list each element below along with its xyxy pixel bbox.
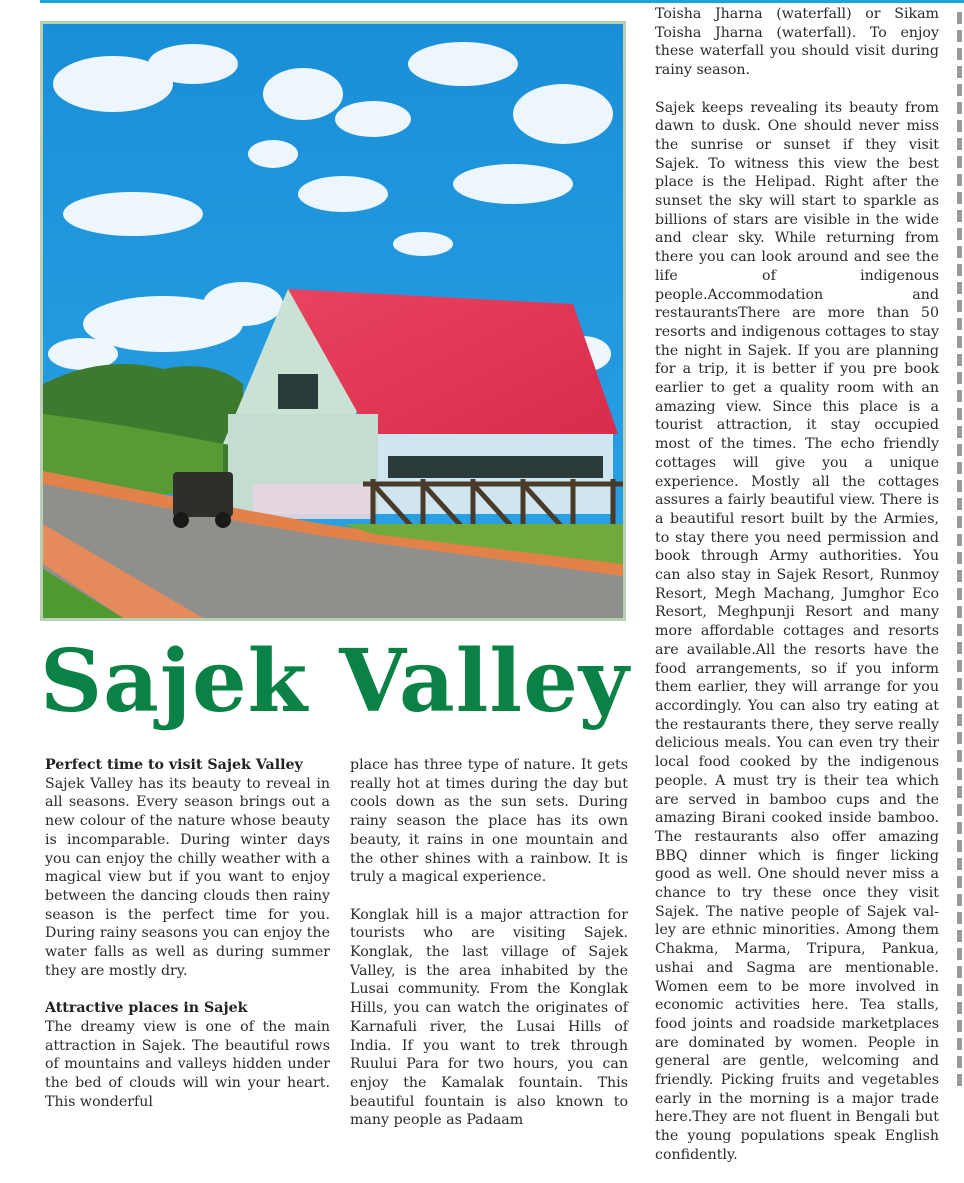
paragraph-konglak-hill: Konglak hill is a major attraction for tourists who are visiting Sajek. Konglak, the last village of Sajek Valley, is the area inhabited by the Lusai community. From the Konglak Hills, you can watch the originates of Karnafuli river, the Lusai Hills of India. If you want to trek through Ruului Para for two hours, you can enjoy the Kamalak fountain. This beautiful fountain is also known to many people as Padaam: [350, 906, 628, 1129]
section-heading-attractive-places: Attractive places in Sajek: [45, 1000, 248, 1017]
paragraph-attractive-places: The dreamy view is one of the main attraction in Sajek. The beautiful rows of mountains and valleys hidden under the bed of clouds will win your heart. This wonderful: [45, 1018, 330, 1110]
section-heading-perfect-time: Perfect time to visit Sajek Valley: [45, 757, 303, 773]
top-rule: [40, 0, 964, 3]
dashed-column-rule: [957, 12, 962, 1086]
article-column-3: [655, 5, 939, 1183]
article-column-2: [350, 756, 628, 1149]
article-photo: [40, 21, 626, 621]
article-title: Sajek Valley: [40, 631, 630, 732]
jeep: [173, 472, 233, 517]
paragraph-three-natures: place has three type of nature. It gets really hot at times during the day but cools down as the sun sets. During rainy season the place has its own beauty, it rains in one mountain and the other shines with a rainbow. It is truly a magical experience.: [350, 757, 628, 886]
paragraph-waterfall: Toisha Jharna (waterfall) or Sikam Toisha Jharna (waterfall). To enjoy these waterfall you should visit during rainy season.: [655, 6, 939, 79]
paragraph-dawn-to-dusk: Sajek keeps revealing its beauty from dawn to dusk. One should never miss the sunrise or sunset if they visit Sajek. To witness this view the best place is the Helipad. Right after the sunset the sky will start to sparkle as billions of stars are visible in the wide and clear sky. While returning from there you can look around and see the life of indigenous people.Accommodation and restaurantsThere are more than 50 resorts and indigenous cottages to stay the night in Sajek. If you are planning for a trip, it is better if you pre book earlier to get a quality room with an amazing view. Since this place is a tourist attraction, it stay occupied most of the times. The echo friendly cottages will give you a unique experience. Mostly all the cottages assures a fairly beautiful view. There is a beautiful resort built by the Armies, to stay there you need permission and book through Army authorities. You can also stay in Sajek Resort, Runmoy Resort, Megh Machang, Jumghor Eco Resort, Meghpunji Resort and many more affordable cottages and resorts are available.All the resorts have the food arrangements, so if you inform them earlier, they will arrange for you accordingly. You can also try eating at the restaurants there, they serve really delicious meals. You can even try their local food cooked by the indigenous people. A must try is their tea which are served in bamboo cups and the amazing Birani cooked inside bamboo. The restaurants also offer amazing BBQ dinner which is finger licking good as well. One should never miss a chance to try these once they visit Sajek. The native people of Sajek valley are ethnic minorities. Among them Chakma, Marma, Tripura, Pankua, ushai and Sagma are mentionable. Women eem to be more involved in economic activities here. Tea stalls, food joints and roadside marketplaces are dominated by women. People in general are gentle, welcoming and friendly. Picking fruits and vegetables early in the morning is a major trade here.They are not fluent in Bengali but the young populations speak English confidently.: [655, 99, 939, 1163]
house-photo-illustration: [43, 24, 623, 618]
article-column-1: [45, 756, 330, 1130]
paragraph-perfect-time: Sajek Valley has its beauty to reveal in all seasons. Every season brings out a new colour of the nature whose beauty is incomparable. During winter days you can enjoy the chilly weather with a magical view but if you want to enjoy between the dancing clouds then rainy season is the perfect time for you. During rainy seasons you can enjoy the water falls as well as during summer they are mostly dry.: [45, 775, 330, 979]
